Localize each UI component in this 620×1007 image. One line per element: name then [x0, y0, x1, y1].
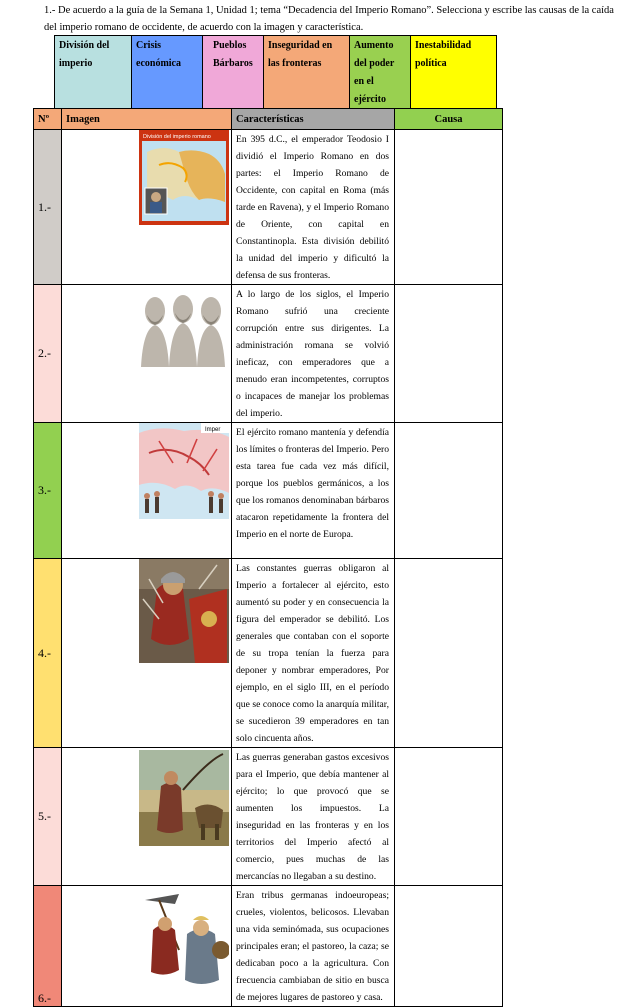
germanic-tribe-warriors-image — [139, 890, 229, 990]
legend-item-crisis: Crisis económica — [132, 36, 203, 111]
legend-item-inestabilidad: Inestabilidad política — [411, 36, 497, 111]
row-number: 5.- — [34, 748, 62, 886]
image-cell — [62, 748, 232, 886]
instruction-text: 1.- De acuerdo a la guía de la Semana 1, Unidad 1; tema “Decadencia del Imperio Romano”. Selecciona y escribe las causas de la caída del imperio romano de occidente, de acuerdo con la imagen y característica. — [44, 5, 614, 33]
cause-answer-cell[interactable] — [395, 285, 503, 423]
map-title: Imper — [205, 427, 221, 433]
header-image: Imagen — [62, 109, 232, 130]
characteristics-text: En 395 d.C., el emperador Teodosio I dividió el Imperio Romano en dos partes: el Imperio Romano de Occidente, con capital en Roma (más tarde en Ravena), y el Imperio Romano de Oriente, con capital en Constantinopla. Esta división debilitó la unidad del imperio y dificultó la defensa de sus fronteras. — [232, 130, 395, 285]
roman-emperors-busts-image — [139, 289, 229, 367]
barbarian-warriors-image — [139, 750, 229, 846]
cause-legend-table — [54, 35, 497, 111]
row-number: 1.- — [34, 130, 62, 285]
characteristics-text: Las constantes guerras obligaron al Imperio a fortalecer al ejército, esto aumentó su poder y en consecuencia la figura del emperador se debilitó. Los generales que contaban con el soporte de su tropa tenían la fuerza para deponer y nombrar emperadores, Por ejemplo, en el siglo III, en el período que se conoce como la anarquía militar, se sucedieron 39 emperadores en tan solo cincuenta años. — [232, 559, 395, 748]
header-num: Nº — [34, 109, 62, 130]
row-number: 6.- — [34, 886, 62, 1007]
cause-answer-cell[interactable] — [395, 886, 503, 1007]
characteristics-text: Las guerras generaban gastos excesivos para el Imperio, que debía mantener al ejército; lo que provocó que se aumenten los impuestos. La inseguridad en las fronteras y en los territorios del Imperio afectó al comercio, pues muchas de las mercancías no llegaban a su destino. — [232, 748, 395, 886]
legend-item-division: División del imperio — [55, 36, 132, 111]
image-cell — [62, 559, 232, 748]
image-cell — [62, 423, 232, 559]
table-row — [34, 559, 503, 748]
row-number: 3.- — [34, 423, 62, 559]
image-cell — [62, 886, 232, 1007]
characteristics-text: Eran tribus germanas indoeuropeas; crueles, violentos, belicosos. Llevaban una vida seminómada, sus ocupaciones principales eran; el pastoreo, la caza; se dedicaban poco a la agricultura. Con frecuencia cambiaban de sitio en busca de mejores lugares de pastoreo y casa. — [232, 886, 395, 1007]
table-row — [34, 130, 503, 285]
table-row — [34, 423, 503, 559]
cause-answer-cell[interactable] — [395, 130, 503, 285]
cause-answer-cell[interactable] — [395, 423, 503, 559]
row-number: 2.- — [34, 285, 62, 423]
characteristics-text: El ejército romano mantenía y defendía los límites o fronteras del Imperio. Pero esta tarea fue cada vez más difícil, porque los pueblos germánicos, a los que los romanos denominaban bárbaros atacaron repetidamente la frontera del Imperio en el norte de Europa. — [232, 423, 395, 559]
header-cause: Causa — [395, 109, 503, 130]
characteristics-text: A lo largo de los siglos, el Imperio Romano sufrió una creciente corrupción entre sus dirigentes. La administración romana se volvió ineficaz, con emperadores que a menudo eran incompetentes, corruptos o incapaces de manejar los problemas del imperio. — [232, 285, 395, 423]
image-cell — [62, 285, 232, 423]
cause-answer-cell[interactable] — [395, 559, 503, 748]
legend-item-ejercito: Aumento del poder en el ejército — [350, 36, 411, 111]
legend-item-barbaros: Pueblos Bárbaros — [203, 36, 264, 111]
header-characteristics: Características — [232, 109, 395, 130]
table-row — [34, 285, 503, 423]
table-row — [34, 748, 503, 886]
table-row — [34, 886, 503, 1007]
row-number: 4.- — [34, 559, 62, 748]
map-title: División del imperio romano — [143, 134, 211, 140]
causes-table — [33, 108, 503, 1007]
roman-army-battle-image — [139, 559, 229, 663]
legend-item-fronteras: Inseguridad en las fronteras — [264, 36, 350, 111]
cause-answer-cell[interactable] — [395, 748, 503, 886]
barbarian-invasions-map-image — [139, 423, 229, 519]
empire-division-map-image — [139, 130, 229, 225]
image-cell — [62, 130, 232, 285]
